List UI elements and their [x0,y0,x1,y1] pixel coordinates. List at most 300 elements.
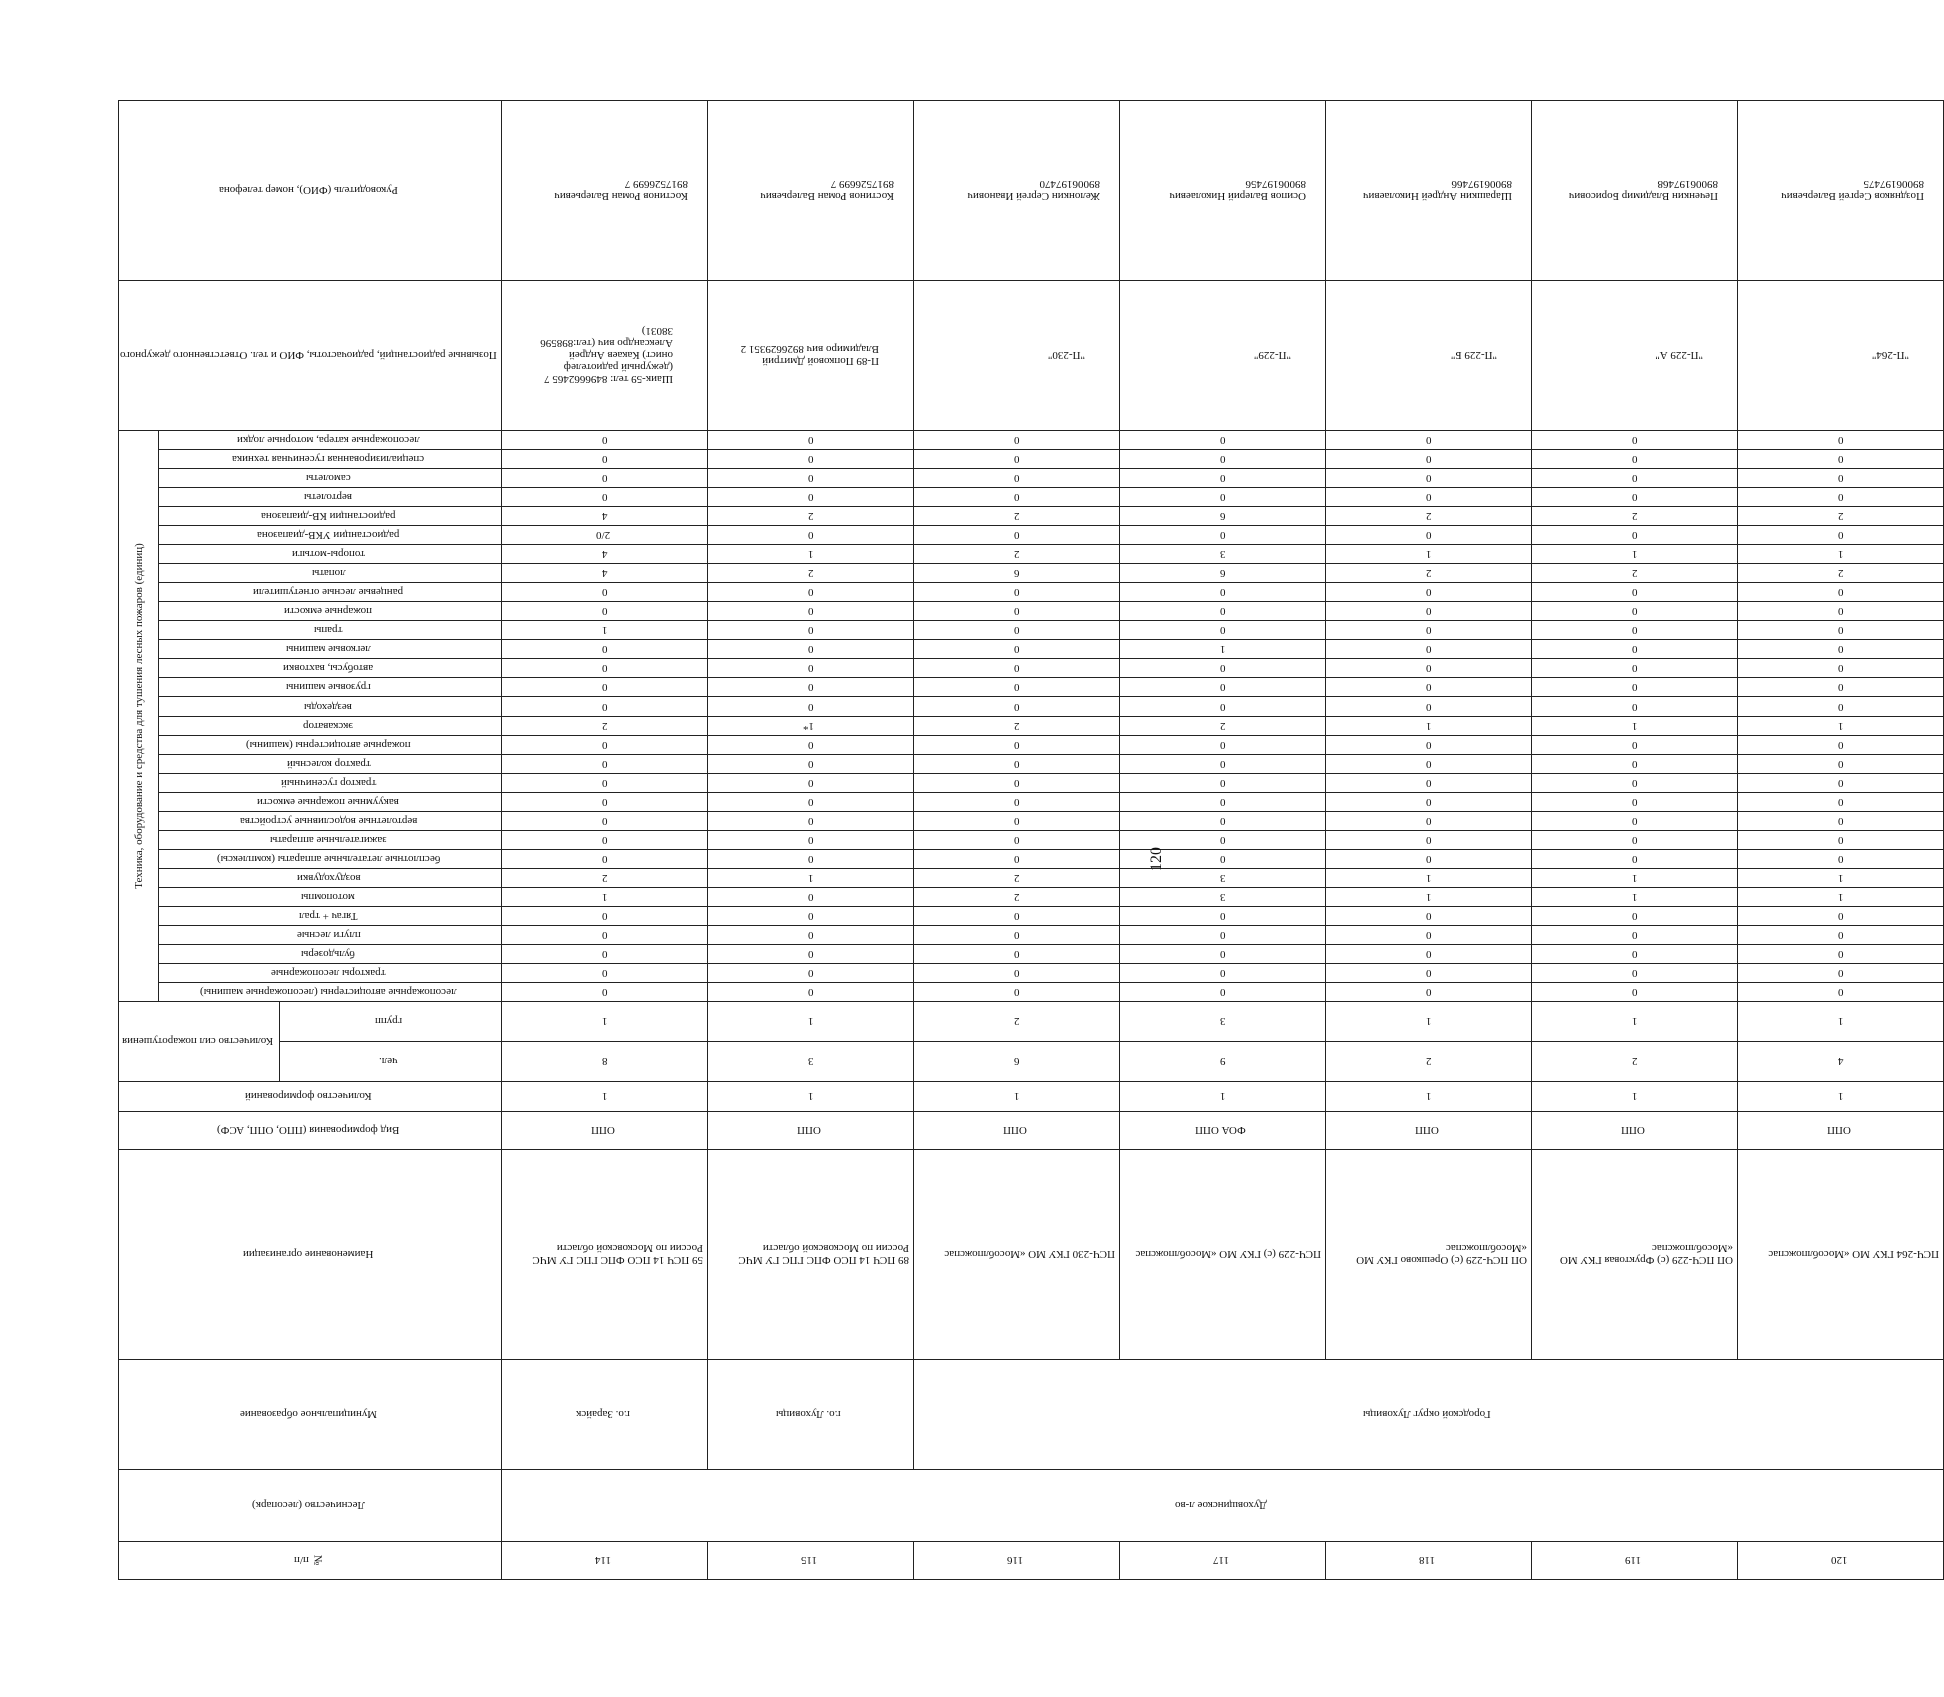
equipment-column-header [159,678,502,697]
row-number [1119,1542,1325,1580]
equipment-column-header [159,906,502,925]
equipment-column-header [159,925,502,944]
equipment-column-header [159,773,502,792]
organization-cell [913,1150,1119,1360]
equipment-value [1119,583,1325,602]
equipment-column-header [159,754,502,773]
equipment-value [707,754,913,773]
equipment-value [1325,640,1531,659]
equipment-value-text: 2 [807,567,814,580]
equipment-value-text: 0 [807,814,814,827]
header-equipment: Техника, оборудование и средства для тушения лесных пожаров (единиц) [119,431,159,1002]
equipment-value [1325,754,1531,773]
equipment-value-text: 0 [601,852,608,865]
equipment-value-text: 0 [1013,852,1020,865]
equipment-value-text: 0 [601,681,608,694]
equipment-value [1325,545,1531,564]
equipment-value [707,716,913,735]
equipment-value [1531,583,1737,602]
equipment-value-text: 0 [807,928,814,941]
equipment-value-text: 0 [1425,434,1432,447]
equipment-value [1325,583,1531,602]
equipment-value [1325,621,1531,640]
equipment-value [1119,735,1325,754]
equipment-value-text: 0 [601,738,608,751]
equipment-value [501,602,707,621]
equipment-value-text: 0 [1631,776,1638,789]
equipment-value [707,469,913,488]
people-count [1737,1042,1943,1082]
head-cell [707,101,913,281]
equipment-column-header [159,526,502,545]
header-num [119,1542,502,1580]
equipment-value [1737,849,1943,868]
people-count [501,1042,707,1082]
contact-text: "П-230" [1047,349,1085,362]
equipment-value-text: 0 [601,472,608,485]
equipment-column-header [159,792,502,811]
formation-type [1325,1112,1531,1150]
equipment-value [707,431,913,450]
equipment-column-header [159,583,502,602]
header-forces-text: Количество сил пожаротушения [121,1035,273,1048]
row-number-text: 117 [1212,1554,1229,1567]
equipment-value [1119,773,1325,792]
equipment-column-label: вакуумные пожарные емкости [257,795,400,808]
header-row [119,101,159,1580]
equipment-value [1531,526,1737,545]
contact-cell [1531,281,1737,431]
header-organization-text: Наименование организации [243,1248,374,1261]
contact-text: П-89 Попковой Дмитрий Владимиро вич 8926629351 2 [740,343,879,368]
equipment-value [1325,735,1531,754]
organization-text: ПСЧ-230 ГКУ МО «Мособлпожспас [944,1248,1115,1261]
equipment-value [1737,526,1943,545]
equipment-value [1325,773,1531,792]
equipment-value-text: 0 [601,814,608,827]
equipment-value [1531,564,1737,583]
equipment-column-header [159,830,502,849]
equipment-value [1325,887,1531,906]
equipment-value-text: 1 [1425,548,1432,561]
equipment-value-text: 0 [601,643,608,656]
equipment-value [1737,887,1943,906]
equipment-value [707,697,913,716]
formation-type-text: ОПП [1002,1124,1027,1137]
equipment-column-header [159,716,502,735]
equipment-value [1531,640,1737,659]
equipment-value-text: 0 [1425,757,1432,770]
equipment-value [501,849,707,868]
head-text: Печенкин Владимир Борисович 89006197468 [1568,178,1718,203]
equipment-value [1737,754,1943,773]
head-cell [913,101,1119,281]
equipment-value-text: 0 [1837,681,1844,694]
head-text: Поздняков Сергей Валерьевич 89006197475 [1780,178,1924,203]
equipment-value-text: 0 [1219,700,1226,713]
equipment-value [1325,944,1531,963]
equipment-value-text: 0 [1837,852,1844,865]
equipment-value [501,944,707,963]
equipment-value-text: 1 [807,548,814,561]
equipment-value-text: 0 [1837,757,1844,770]
organization-cell [501,1150,707,1360]
equipment-value [1325,431,1531,450]
formation-type [1119,1112,1325,1150]
head-cell [1325,101,1531,281]
equipment-value [707,830,913,849]
equipment-column-header [159,431,502,450]
equipment-value-text: 0 [1425,681,1432,694]
equipment-value [1325,507,1531,526]
equipment-value-text: 0 [807,909,814,922]
equipment-column-header [159,469,502,488]
formation-type-text: ОПП [1414,1124,1439,1137]
formation-count-text: 1 [1631,1090,1638,1103]
equipment-value [707,773,913,792]
people-count-text: 3 [807,1055,814,1068]
equipment-value-text: 0 [807,757,814,770]
equipment-value-text: 0 [807,681,814,694]
equipment-value [707,602,913,621]
equipment-value-text: 0 [1837,776,1844,789]
equipment-value [1531,849,1737,868]
equipment-value [913,678,1119,697]
equipment-value [1737,621,1943,640]
equipment-value [501,868,707,887]
equipment-column-label: тракторы лесопожарные [271,966,386,979]
equipment-value [1737,735,1943,754]
equipment-value-text: 0 [1219,757,1226,770]
equipment-column-header [159,982,502,1001]
header-people [279,1042,501,1082]
equipment-value [1325,963,1531,982]
equipment-value [913,887,1119,906]
equipment-column-label: легковые машины [286,643,371,656]
equipment-value-text: 2 [1013,719,1020,732]
equipment-value-text: 0 [601,909,608,922]
equipment-column-header [159,602,502,621]
equipment-value [1119,507,1325,526]
group-count [1531,1002,1737,1042]
equipment-value [1737,602,1943,621]
municipality-cell [913,1360,1943,1470]
equipment-column-label: вездеходы [304,700,353,713]
equipment-column-label: воздуходувки [296,871,361,884]
equipment-value-text: 0 [1013,491,1020,504]
contact-cell [1737,281,1943,431]
equipment-value-text: 0 [1631,586,1638,599]
equipment-value [1737,431,1943,450]
equipment-value [707,545,913,564]
equipment-value-text: 2 [601,871,608,884]
equipment-value-text: 1 [807,871,814,884]
equipment-value-text: 0 [1425,833,1432,846]
equipment-value-text: 6 [1219,510,1226,523]
equipment-value [1737,678,1943,697]
equipment-value [1119,792,1325,811]
equipment-value [1325,925,1531,944]
equipment-column-header [159,621,502,640]
equipment-value [501,564,707,583]
organization-cell [1325,1150,1531,1360]
equipment-value-text: 2 [1837,567,1844,580]
equipment-column-label: специализированная гусеничная техника [232,453,425,466]
equipment-value [913,716,1119,735]
equipment-value [1119,811,1325,830]
equipment-value [501,982,707,1001]
group-count-text: 1 [1837,1015,1844,1028]
equipment-value [1531,811,1737,830]
equipment-value [1737,830,1943,849]
equipment-value [501,754,707,773]
equipment-value [1531,925,1737,944]
head-cell [1531,101,1737,281]
header-formation-count-text: Количество формирований [245,1090,372,1103]
equipment-value-text: 0 [1219,795,1226,808]
equipment-value [1531,830,1737,849]
equipment-value-text: 0 [1013,814,1020,827]
equipment-value-text: 0 [1219,529,1226,542]
equipment-value [1531,754,1737,773]
equipment-value-text: 0 [601,586,608,599]
row-number-text: 118 [1418,1554,1435,1567]
formation-type [913,1112,1119,1150]
equipment-value [707,564,913,583]
equipment-value-text: 0 [1013,643,1020,656]
equipment-value-text: 0 [1837,795,1844,808]
equipment-value-text: 0 [1425,947,1432,960]
equipment-value [1737,469,1943,488]
equipment-column-header [159,697,502,716]
municipality-text: г.о. Зарайск [575,1408,630,1421]
equipment-column-header [159,507,502,526]
equipment-value [1325,792,1531,811]
equipment-value-text: 0 [1631,472,1638,485]
equipment-value [913,925,1119,944]
formation-count-text: 1 [1013,1090,1020,1103]
equipment-value [501,545,707,564]
equipment-value [913,450,1119,469]
equipment-value [913,431,1119,450]
equipment-value-text: 0 [807,776,814,789]
equipment-value-text: 1 [1837,871,1844,884]
equipment-column-header [159,545,502,564]
formation-type-text: ОПП [796,1124,821,1137]
equipment-value [1119,754,1325,773]
equipment-value [913,773,1119,792]
contact-text: Шаик-59 тел: 8496662465 7 (дежурный радиотелеф онист) Какаев Андрей Александро вич (тел:898596 38031) [540,325,673,386]
equipment-value [707,659,913,678]
equipment-value-text: 0 [1837,434,1844,447]
equipment-column-label: радиостанции УКВ-диапазона [257,529,400,542]
forestry-text: Духовщинское л-во [1174,1499,1267,1512]
equipment-value-text: 0 [1425,624,1432,637]
formation-count-text: 1 [1425,1090,1432,1103]
equipment-value [1325,678,1531,697]
equipment-value-text: 0 [1013,662,1020,675]
equipment-value-text: 0 [807,985,814,998]
equipment-value-text: 2 [1013,890,1020,903]
equipment-value [913,792,1119,811]
equipment-value-text: 0 [601,700,608,713]
equipment-value-text: 0 [807,529,814,542]
equipment-value-text: 0 [1631,833,1638,846]
equipment-value-text: 1 [1631,548,1638,561]
group-count-text: 1 [601,1015,608,1028]
equipment-value-text: 0 [1631,662,1638,675]
equipment-value-text: 0 [1425,985,1432,998]
equipment-value-text: 0 [807,453,814,466]
equipment-value [501,659,707,678]
equipment-value-text: 0 [1013,472,1020,485]
equipment-value-text: 0 [1013,453,1020,466]
equipment-value-text: 0 [1631,453,1638,466]
equipment-value-text: 1 [1425,871,1432,884]
equipment-value-text: 0 [1631,852,1638,865]
equipment-value-text: 0 [1013,947,1020,960]
equipment-value-text: 0 [1219,928,1226,941]
equipment-value [1325,659,1531,678]
equipment-value-text: 0 [1013,928,1020,941]
equipment-value [1531,716,1737,735]
equipment-value [1325,697,1531,716]
equipment-value [1119,545,1325,564]
equipment-value-text: 2 [1013,871,1020,884]
equipment-value-text: 4 [601,510,608,523]
equipment-value [1325,716,1531,735]
equipment-value-text: 0 [807,890,814,903]
equipment-value-text: 1 [1631,890,1638,903]
equipment-value-text: 0 [807,947,814,960]
formation-count-text: 1 [601,1090,608,1103]
equipment-value-text: 0 [1837,491,1844,504]
equipment-column-label: топоры-мотыги [291,548,365,561]
equipment-value-text: 0 [1219,605,1226,618]
equipment-column-header [159,963,502,982]
organization-text: ОП ПСЧ-229 (с) Орешково ГКУ МО «Мособлпожспас [1355,1242,1527,1267]
equipment-value-text: 0 [1425,928,1432,941]
equipment-value-text: 0 [601,795,608,808]
equipment-value-text: 1 [1425,890,1432,903]
equipment-value [501,906,707,925]
equipment-value-text: 1 [1631,871,1638,884]
equipment-value-text: 0 [1631,814,1638,827]
formation-count [1737,1082,1943,1112]
equipment-value [1119,431,1325,450]
equipment-value [1737,963,1943,982]
equipment-column-label: самолеты [306,472,351,485]
equipment-value-text: 0 [1425,662,1432,675]
equipment-value [913,488,1119,507]
equipment-value [1531,621,1737,640]
equipment-value [1531,887,1737,906]
equipment-column-header [159,659,502,678]
equipment-value-text: 0 [1013,586,1020,599]
equipment-value [1119,659,1325,678]
head-text: Шарашкин Андрей Николаевич 89006197466 [1362,178,1512,203]
header-formation-type [119,1112,502,1150]
equipment-value-text: 0 [1837,662,1844,675]
group-count-text: 1 [1631,1015,1638,1028]
equipment-column-label: пожарные емкости [284,605,373,618]
equipment-value-text: 0 [1425,966,1432,979]
equipment-value-text: 1 [1219,643,1226,656]
equipment-value [1737,716,1943,735]
equipment-value [707,849,913,868]
organization-text: 89 ПСЧ 14 ПСО ФПС ГПС ГУ МЧС России по Московской области [738,1242,909,1267]
equipment-value-text: 0 [1219,947,1226,960]
equipment-value [1531,602,1737,621]
equipment-value [1531,735,1737,754]
equipment-value-text: 0 [1837,643,1844,656]
table-row [1325,101,1531,1580]
equipment-value-text: 0 [1013,795,1020,808]
equipment-value-text: 0 [1631,643,1638,656]
equipment-value [1737,640,1943,659]
equipment-column-label: мотопомпы [301,890,356,903]
formation-count-text: 1 [807,1090,814,1103]
equipment-value [1119,868,1325,887]
equipment-value [1119,887,1325,906]
equipment-value-text: 0 [1219,966,1226,979]
row-number [707,1542,913,1580]
equipment-value-text: 0 [1219,833,1226,846]
equipment-value [501,811,707,830]
equipment-value [707,982,913,1001]
equipment-value [1737,450,1943,469]
equipment-value-text: 0 [1219,434,1226,447]
equipment-value [913,564,1119,583]
row-number-text: 120 [1830,1554,1848,1567]
header-groups [279,1002,501,1042]
contact-text: "П-229 Б" [1450,349,1497,362]
equipment-value [1737,868,1943,887]
equipment-value-text: 0 [1837,928,1844,941]
equipment-column-label: вертолетные водосливные устройства [239,814,418,827]
equipment-value-text: 0 [1013,776,1020,789]
formation-count-text: 1 [1837,1090,1844,1103]
equipment-value [1737,906,1943,925]
equipment-value-text: 1 [1837,719,1844,732]
organization-cell [707,1150,913,1360]
equipment-value-text: 0 [601,757,608,770]
equipment-value [1531,659,1737,678]
equipment-column-header [159,564,502,583]
equipment-value-text: 0 [1219,985,1226,998]
equipment-value [1325,868,1531,887]
rotated-table-wrapper [118,100,1939,1580]
equipment-value-text: 0 [1837,738,1844,751]
equipment-value [913,963,1119,982]
equipment-value [1119,925,1325,944]
equipment-value-text: 2 [1425,567,1432,580]
equipment-value-text: 0 [1631,700,1638,713]
equipment-value [1531,678,1737,697]
equipment-value [1737,811,1943,830]
municipality-text: г.о. Луховицы [776,1408,842,1421]
equipment-value-text: 0 [1013,909,1020,922]
head-text: Костинов Роман Валерьевич 8917526699 7 [760,178,894,203]
equipment-value-text: 0 [1631,738,1638,751]
equipment-value [1119,564,1325,583]
equipment-value [913,545,1119,564]
contact-text: "П-229 А" [1655,349,1703,362]
table-row [707,101,913,1580]
table-row [1737,101,1943,1580]
people-count-text: 2 [1425,1055,1432,1068]
equipment-value [707,735,913,754]
